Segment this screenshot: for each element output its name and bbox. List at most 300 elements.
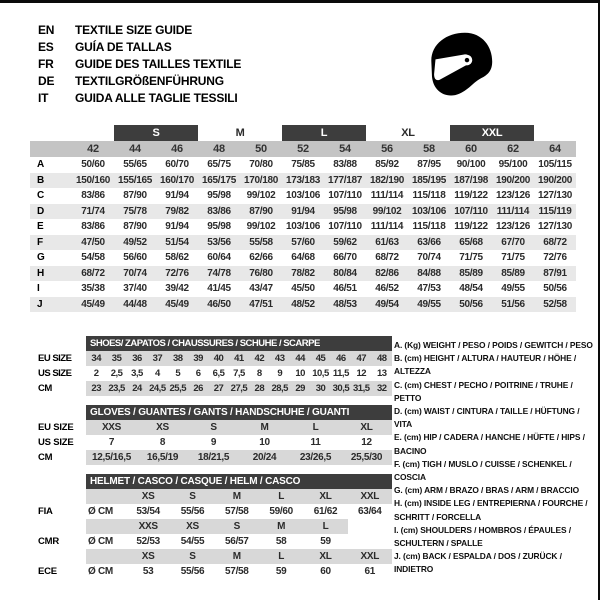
value-cell: 59/60 — [269, 506, 293, 517]
measurement-cell: 87/90 — [123, 221, 147, 232]
measurement-cell: 85/89 — [492, 266, 534, 282]
measurement-cell: 90/100 — [456, 159, 486, 170]
diameter-label: Ø CM — [88, 566, 113, 577]
value-cell: 25,5/30 — [341, 450, 392, 465]
measurement-cell: 170/180 — [240, 173, 282, 189]
measurement-cell: 49/55 — [408, 297, 450, 313]
language-row — [38, 39, 241, 56]
language-code: EN — [38, 23, 55, 37]
value-cell: 36 — [127, 351, 147, 366]
value-cell: 24 — [127, 381, 147, 396]
value-cell: 45 — [310, 351, 330, 366]
value-cell: 56/57 — [225, 536, 249, 547]
row-label: CM — [38, 383, 52, 394]
value-cell: 12 — [361, 437, 372, 448]
measurement-cell: 55/58 — [240, 235, 282, 251]
measurement-cell: 71/74 — [72, 204, 114, 220]
measurement-cell: 57/60 — [282, 235, 324, 251]
helmet-values-row — [30, 564, 392, 579]
row-letter: A — [37, 159, 44, 170]
value-cell: S — [188, 420, 239, 435]
value-cell: 27 — [208, 381, 228, 396]
label-spacer — [30, 519, 86, 534]
size-number-cell: 54 — [324, 141, 366, 157]
language-title-list — [38, 22, 241, 107]
value-cell: 10,5 — [312, 368, 329, 379]
measurement-cell: 190/200 — [534, 173, 576, 189]
size-number-cell: 56 — [366, 141, 408, 157]
helmet-size-table — [30, 474, 392, 579]
size-label-cell: L — [259, 549, 303, 564]
size-band-xl: XL — [401, 127, 415, 139]
value-cell: 47 — [351, 351, 371, 366]
measurement-cell: 49/55 — [501, 283, 525, 294]
measurement-row-c — [30, 188, 576, 204]
measurement-cell: 83/86 — [198, 204, 240, 220]
value-cell: 23,5 — [108, 383, 125, 394]
measurement-cell: 182/190 — [366, 173, 408, 189]
row-label: EU SIZE — [38, 422, 74, 433]
value-cell: 43 — [270, 351, 290, 366]
measurement-cell: 49/54 — [366, 297, 408, 313]
size-label-cell: XXL — [348, 489, 392, 504]
measurement-cell: 47/51 — [240, 297, 282, 313]
value-cell: 41 — [229, 351, 249, 366]
label-spacer — [30, 474, 86, 489]
measurement-cell: 70/80 — [249, 159, 273, 170]
value-cell: 16,5/19 — [137, 450, 188, 465]
gloves-size-table — [30, 405, 392, 465]
measurement-cell: 46/52 — [375, 283, 399, 294]
textile-size-table-section — [30, 125, 576, 312]
value-cell: 9 — [277, 368, 283, 379]
measurement-row-d — [30, 204, 576, 220]
value-cell: 8 — [256, 368, 262, 379]
measurement-cell: 123/126 — [495, 190, 531, 201]
value-cell: 24,5 — [149, 383, 166, 394]
measurement-cell: 79/82 — [156, 204, 198, 220]
value-cell: 52/53 — [136, 536, 160, 547]
size-label-cell: L — [259, 489, 303, 504]
value-cell: 53 — [142, 566, 154, 577]
accessory-tables-section — [30, 336, 392, 588]
measurement-cell: 85/89 — [450, 266, 492, 282]
legend-item: A. (Kg) WEIGHT / PESO / POIDS / GEWITCH / PESO — [394, 340, 593, 350]
label-spacer — [30, 405, 86, 420]
value-cell: 4 — [154, 368, 160, 379]
size-label-cell: XL — [303, 549, 347, 564]
language-row — [38, 73, 241, 90]
size-band-row — [30, 125, 576, 141]
measurement-cell: 46/51 — [333, 283, 357, 294]
value-cell: 48 — [371, 351, 392, 366]
helmet-sizes-row — [30, 519, 392, 534]
language-code: ES — [38, 40, 54, 54]
size-label-cell: S — [215, 519, 259, 534]
measurement-cell: 75/85 — [291, 159, 315, 170]
measurement-cell: 87/90 — [123, 190, 147, 201]
shoes-header-row — [30, 336, 392, 351]
value-cell: 32 — [371, 381, 392, 396]
size-label-cell: XS — [126, 489, 170, 504]
measurement-cell: 87/91 — [534, 266, 576, 282]
value-cell: 34 — [86, 351, 106, 366]
row-label: EU SIZE — [38, 353, 72, 364]
measurement-cell: 185/195 — [408, 173, 450, 189]
measurement-cell: 53/56 — [198, 235, 240, 251]
value-cell: 10 — [295, 368, 305, 379]
value-cell: 7,5 — [233, 368, 245, 379]
size-number-cell: 62 — [492, 141, 534, 157]
value-cell: 7 — [108, 437, 115, 448]
band-spacer — [30, 125, 114, 141]
shoes-size-table — [30, 336, 392, 396]
size-number-cell: 52 — [282, 141, 324, 157]
measurement-cell: 127/130 — [537, 221, 573, 232]
diameter-label: Ø CM — [88, 506, 113, 517]
standard-label: FIA — [38, 506, 53, 517]
measurement-row-g — [30, 250, 576, 266]
measurement-cell: 75/78 — [114, 204, 156, 220]
shoes-row — [30, 381, 392, 396]
value-cell: 23/26,5 — [290, 450, 341, 465]
value-cell: L — [290, 420, 341, 435]
shoes-row — [30, 351, 392, 366]
measurement-row-f — [30, 235, 576, 251]
measurement-cell: 83/86 — [81, 190, 105, 201]
measurement-cell: 76/80 — [240, 266, 282, 282]
measurement-cell: 115/118 — [412, 190, 446, 201]
size-band-xxl: XXL — [450, 125, 534, 141]
size-number-cell: 44 — [114, 141, 156, 157]
measurement-legend — [394, 339, 594, 577]
measurement-cell: 87/90 — [240, 204, 282, 220]
measurement-row-i — [30, 281, 576, 297]
measurement-cell: 50/56 — [450, 297, 492, 313]
helmet-header-row — [30, 474, 392, 489]
value-cell: 23 — [86, 381, 106, 396]
guide-title: TEXTILGRÖßENFÜHRUNG — [75, 74, 224, 88]
measurement-cell: 68/72 — [72, 266, 114, 282]
measurement-cell: 50/60 — [81, 159, 105, 170]
gloves-header-row — [30, 405, 392, 420]
measurement-cell: 70/74 — [114, 266, 156, 282]
helmet-sizes-row — [30, 549, 392, 564]
size-label-lead — [86, 489, 126, 504]
guide-title: GUÍA DE TALLAS — [75, 40, 172, 54]
language-row — [38, 22, 241, 39]
helmet-values-row — [30, 504, 392, 519]
value-cell: 59 — [320, 536, 331, 547]
row-letter: E — [37, 221, 44, 232]
measurement-cell: 91/94 — [282, 204, 324, 220]
standard-label: CMR — [38, 536, 60, 547]
measurement-row-a — [30, 157, 576, 173]
measurement-cell: 46/50 — [198, 297, 240, 313]
guide-title: GUIDE DES TAILLES TEXTILE — [75, 57, 242, 71]
value-cell: 37 — [147, 351, 167, 366]
size-label-cell: M — [215, 549, 259, 564]
value-cell: 35 — [106, 351, 126, 366]
value-cell: XXS — [86, 420, 137, 435]
measurement-cell: 60/70 — [165, 159, 189, 170]
size-label-cell: XXS — [126, 519, 170, 534]
measurement-cell: 160/170 — [156, 173, 198, 189]
value-cell: 12 — [356, 368, 367, 379]
size-label-cell — [348, 519, 392, 534]
value-cell: 29 — [290, 381, 310, 396]
measurement-cell: 64/68 — [291, 252, 315, 263]
measurement-cell: 127/130 — [537, 190, 573, 201]
size-label-lead — [86, 549, 126, 564]
measurement-cell: 119/122 — [454, 190, 488, 201]
value-cell: 53/54 — [136, 506, 160, 517]
size-label-cell: M — [215, 489, 259, 504]
value-cell: 2,5 — [110, 368, 123, 379]
size-number-cell: 60 — [450, 141, 492, 157]
value-cell: 28,5 — [271, 383, 288, 394]
value-cell: 26 — [188, 381, 208, 396]
size-label-cell: XXL — [348, 549, 392, 564]
size-label-cell: S — [170, 549, 214, 564]
measurement-cell: 84/88 — [408, 266, 450, 282]
row-label: CM — [38, 452, 53, 463]
size-label-cell: L — [303, 519, 347, 534]
value-cell: 57/58 — [225, 506, 249, 517]
measurement-cell: 103/106 — [285, 221, 321, 232]
value-cell: 2 — [93, 368, 99, 379]
measurement-cell: 107/110 — [328, 221, 362, 232]
row-label: US SIZE — [38, 368, 72, 379]
measurement-cell: 82/86 — [366, 266, 408, 282]
value-cell: 9 — [210, 437, 217, 448]
value-cell: 59 — [275, 566, 287, 577]
measurement-cell: 63/66 — [408, 235, 450, 251]
measurement-cell: 105/115 — [538, 159, 572, 170]
standard-label: ECE — [38, 566, 57, 577]
helmet-title: HELMET / CASCO / CASQUE / HELM / CASCO — [86, 474, 392, 489]
size-number-cell: 50 — [240, 141, 282, 157]
measurement-cell: 103/106 — [408, 204, 450, 220]
size-label-cell: M — [259, 519, 303, 534]
measurement-cell: 67/70 — [492, 235, 534, 251]
measurement-cell: 55/65 — [123, 159, 147, 170]
label-spacer — [30, 336, 86, 351]
row-letter: G — [37, 252, 45, 263]
value-cell: 44 — [290, 351, 310, 366]
measurement-cell: 41/45 — [207, 283, 231, 294]
measurement-cell: 52/58 — [534, 297, 576, 313]
measurement-row-b — [30, 173, 576, 189]
value-cell: 31,5 — [353, 383, 370, 394]
value-cell: 42 — [249, 351, 269, 366]
value-cell — [348, 534, 392, 549]
diameter-label: Ø CM — [88, 536, 113, 547]
value-cell: 40 — [208, 351, 228, 366]
size-band-m: M — [235, 127, 245, 139]
measurement-row-e — [30, 219, 576, 235]
measurement-cell: 85/92 — [375, 159, 399, 170]
measurement-cell: 95/98 — [207, 190, 231, 201]
measurement-cell: 58/62 — [165, 252, 189, 263]
measurement-cell: 61/63 — [366, 235, 408, 251]
measurement-cell: 51/56 — [492, 297, 534, 313]
measurement-cell: 70/74 — [417, 252, 441, 263]
value-cell: 54/55 — [180, 536, 205, 547]
value-cell: 61 — [364, 566, 376, 577]
measurement-cell: 48/54 — [459, 283, 483, 294]
value-cell: 30,5 — [332, 383, 350, 394]
measurement-cell: 56/60 — [123, 252, 147, 263]
value-cell: 25,5 — [169, 383, 186, 394]
measurement-cell: 177/187 — [324, 173, 366, 189]
measurement-cell: 65/68 — [450, 235, 492, 251]
language-code: FR — [38, 57, 54, 71]
full-face-helmet-icon — [425, 20, 495, 110]
row-letter: J — [30, 297, 72, 313]
size-number-cell: 46 — [156, 141, 198, 157]
guide-title: TEXTILE SIZE GUIDE — [75, 23, 193, 37]
legend-item: E. (cm) HIP / CADERA / HANCHE / HÜFTE / HIPS / BACINO — [394, 432, 585, 456]
measurement-cell: 50/56 — [543, 283, 567, 294]
measurement-cell: 190/200 — [492, 173, 534, 189]
row-label: US SIZE — [38, 437, 74, 448]
value-cell: 8 — [159, 437, 166, 448]
row-letter: H — [30, 266, 72, 282]
measurement-cell: 83/86 — [81, 221, 105, 232]
guide-title: GUIDA ALLE TAGLIE TESSILI — [75, 91, 238, 105]
value-cell: 28 — [249, 381, 269, 396]
corner-cell — [30, 141, 72, 157]
measurement-cell: 62/66 — [249, 252, 273, 263]
measurement-cell: 80/84 — [324, 266, 366, 282]
value-cell: 11,5 — [332, 368, 349, 379]
value-cell: 39 — [188, 351, 208, 366]
value-cell: 12,5/16,5 — [86, 450, 137, 465]
measurement-cell: 107/110 — [450, 204, 492, 220]
measurement-cell: 111/114 — [492, 204, 534, 220]
shoes-row — [30, 366, 392, 381]
row-letter: B — [30, 173, 72, 189]
value-cell: 38 — [168, 351, 188, 366]
size-band-l: L — [282, 125, 366, 141]
value-cell: 6 — [195, 368, 201, 379]
value-cell: 3,5 — [131, 368, 143, 379]
value-cell: 18/21,5 — [188, 450, 239, 465]
measurement-cell: 51/54 — [156, 235, 198, 251]
value-cell: 20/24 — [239, 450, 290, 465]
measurement-cell: 95/98 — [324, 204, 366, 220]
measurement-cell: 74/78 — [198, 266, 240, 282]
measurement-cell: 45/49 — [156, 297, 198, 313]
measurement-cell: 91/94 — [165, 221, 189, 232]
helmet-values-row — [30, 534, 392, 549]
value-cell: 55/56 — [180, 566, 205, 577]
measurement-cell: 47/50 — [72, 235, 114, 251]
value-cell: XS — [137, 420, 188, 435]
size-number-cell: 64 — [534, 141, 576, 157]
measurement-cell: 173/183 — [282, 173, 324, 189]
measurement-cell: 119/122 — [454, 221, 488, 232]
measurement-cell: 115/119 — [534, 204, 576, 220]
size-number-cell: 48 — [198, 141, 240, 157]
language-code: DE — [38, 74, 55, 88]
gloves-row — [30, 420, 392, 435]
measurement-cell: 95/98 — [207, 221, 231, 232]
measurement-cell: 59/62 — [324, 235, 366, 251]
row-letter: D — [30, 204, 72, 220]
value-cell: 57/58 — [225, 566, 249, 577]
measurement-cell: 71/75 — [459, 252, 483, 263]
size-number-cell: 42 — [72, 141, 114, 157]
legend-item: I. (cm) SHOULDERS / HOMBROS / ÉPAULES / SCHULTERN / SPALLE — [394, 524, 571, 549]
measurement-cell: 68/72 — [534, 235, 576, 251]
size-number-row — [30, 141, 576, 157]
measurement-row-h — [30, 266, 576, 282]
value-cell: 30 — [310, 381, 330, 396]
measurement-cell: 165/175 — [198, 173, 240, 189]
band-spacer — [534, 125, 576, 141]
measurement-cell: 44/48 — [114, 297, 156, 313]
measurement-cell: 37/40 — [123, 283, 147, 294]
gloves-row — [30, 450, 392, 465]
size-label-lead — [86, 519, 126, 534]
value-cell: 5 — [175, 368, 181, 379]
measurement-cell: 150/160 — [72, 173, 114, 189]
measurement-cell: 45/50 — [291, 283, 315, 294]
value-cell: 58 — [275, 536, 287, 547]
measurement-cell: 95/100 — [498, 159, 528, 170]
shoes-title: SHOES/ ZAPATOS / CHAUSSURES / SCHUHE / SCARPE — [86, 336, 392, 351]
row-letter: C — [37, 190, 44, 201]
size-label-cell: S — [170, 489, 214, 504]
measurement-cell: 83/88 — [333, 159, 357, 170]
measurement-cell: 111/114 — [370, 221, 404, 232]
measurement-cell: 123/126 — [495, 221, 531, 232]
value-cell: 13 — [376, 368, 387, 379]
measurement-cell: 68/72 — [375, 252, 399, 263]
legend-item: D. (cm) WAIST / CINTURA / TAILLE / HÜFTUNG / VITA — [394, 406, 580, 430]
measurement-cell: 48/52 — [282, 297, 324, 313]
measurement-cell: 35/38 — [81, 283, 105, 294]
measurement-cell: 155/165 — [114, 173, 156, 189]
measurement-cell: 91/94 — [165, 190, 189, 201]
measurement-cell: 45/49 — [72, 297, 114, 313]
gloves-title: GLOVES / GUANTES / GANTS / HANDSCHUHE / GUANTI — [86, 405, 392, 420]
measurement-cell: 107/110 — [328, 190, 362, 201]
measurement-cell: 43/47 — [249, 283, 273, 294]
legend-item: H. (cm) INSIDE LEG / ENTREPIERNA / FOURCHE / SCHRITT / FORCELLA — [394, 498, 588, 522]
measurement-cell: 103/106 — [285, 190, 321, 201]
label-spacer — [30, 549, 86, 564]
textile-size-table — [30, 125, 576, 312]
legend-item: B. (cm) HEIGHT / ALTURA / HAUTEUR / HÖHE / ALTEZZA — [394, 353, 577, 377]
value-cell: M — [239, 420, 290, 435]
value-cell: 27,5 — [230, 383, 248, 394]
size-label-cell: XS — [126, 549, 170, 564]
measurement-cell: 187/198 — [450, 173, 492, 189]
measurement-cell: 39/42 — [165, 283, 189, 294]
measurement-cell: 71/75 — [501, 252, 525, 263]
row-letter: F — [30, 235, 72, 251]
legend-item: C. (cm) CHEST / PECHO / POITRINE / TRUHE / PETTO — [394, 379, 573, 403]
size-band-s: S — [114, 125, 198, 141]
measurement-cell: 99/102 — [246, 190, 276, 201]
value-cell: 60 — [320, 566, 331, 577]
value-cell: 63/64 — [358, 506, 382, 517]
measurement-cell: 87/95 — [417, 159, 441, 170]
measurement-row-j — [30, 297, 576, 313]
